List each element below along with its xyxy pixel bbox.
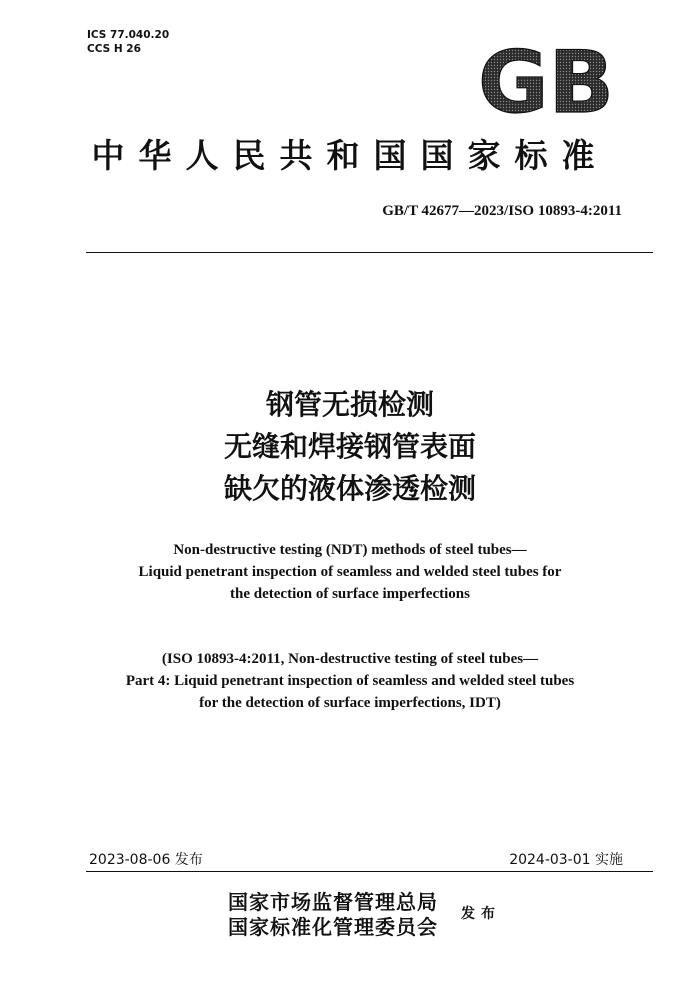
top-divider <box>86 252 653 253</box>
english-title <box>0 539 700 605</box>
english-title-line2: Liquid penetrant inspection of seamless and welded steel tubes for <box>138 564 562 580</box>
chinese-title-line1: 钢管无损检测 <box>265 388 434 421</box>
ics-code: ICS 77.040.20 <box>87 29 170 41</box>
bottom-divider <box>86 871 653 872</box>
iso-reference-line2: Part 4: Liquid penetrant inspection of seamless and welded steel tubes <box>125 673 575 689</box>
issuer-sac: 国家标准化管理委员会 <box>228 915 438 939</box>
ccs-code: CCS H 26 <box>87 43 141 55</box>
chinese-title-line2: 无缝和焊接钢管表面 <box>223 430 476 463</box>
gb-logo-text: GB <box>478 40 614 120</box>
national-standard-heading: 中华人民共和国国家标准 <box>91 136 609 175</box>
issuer-samr: 国家市场监督管理总局 <box>228 890 438 914</box>
issuing-authorities <box>228 890 438 940</box>
iso-reference-line1: (ISO 10893-4:2011, Non-destructive testing of steel tubes— <box>161 651 539 667</box>
publish-label: 发布 <box>461 906 501 922</box>
implement-date: 2024-03-01 实施 <box>509 852 623 868</box>
standard-number: GB/T 42677—2023/ISO 10893-4:2011 <box>382 203 622 219</box>
gb-logo <box>478 40 614 120</box>
chinese-title <box>0 384 700 510</box>
release-date: 2023-08-06 发布 <box>89 852 203 868</box>
english-title-line3: the detection of surface imperfections <box>230 586 470 602</box>
classification-codes <box>87 28 169 56</box>
iso-reference <box>0 648 700 714</box>
iso-reference-line3: for the detection of surface imperfections, IDT) <box>199 695 501 711</box>
chinese-title-line3: 缺欠的液体渗透检测 <box>223 472 476 505</box>
english-title-line1: Non-destructive testing (NDT) methods of steel tubes— <box>173 542 527 558</box>
